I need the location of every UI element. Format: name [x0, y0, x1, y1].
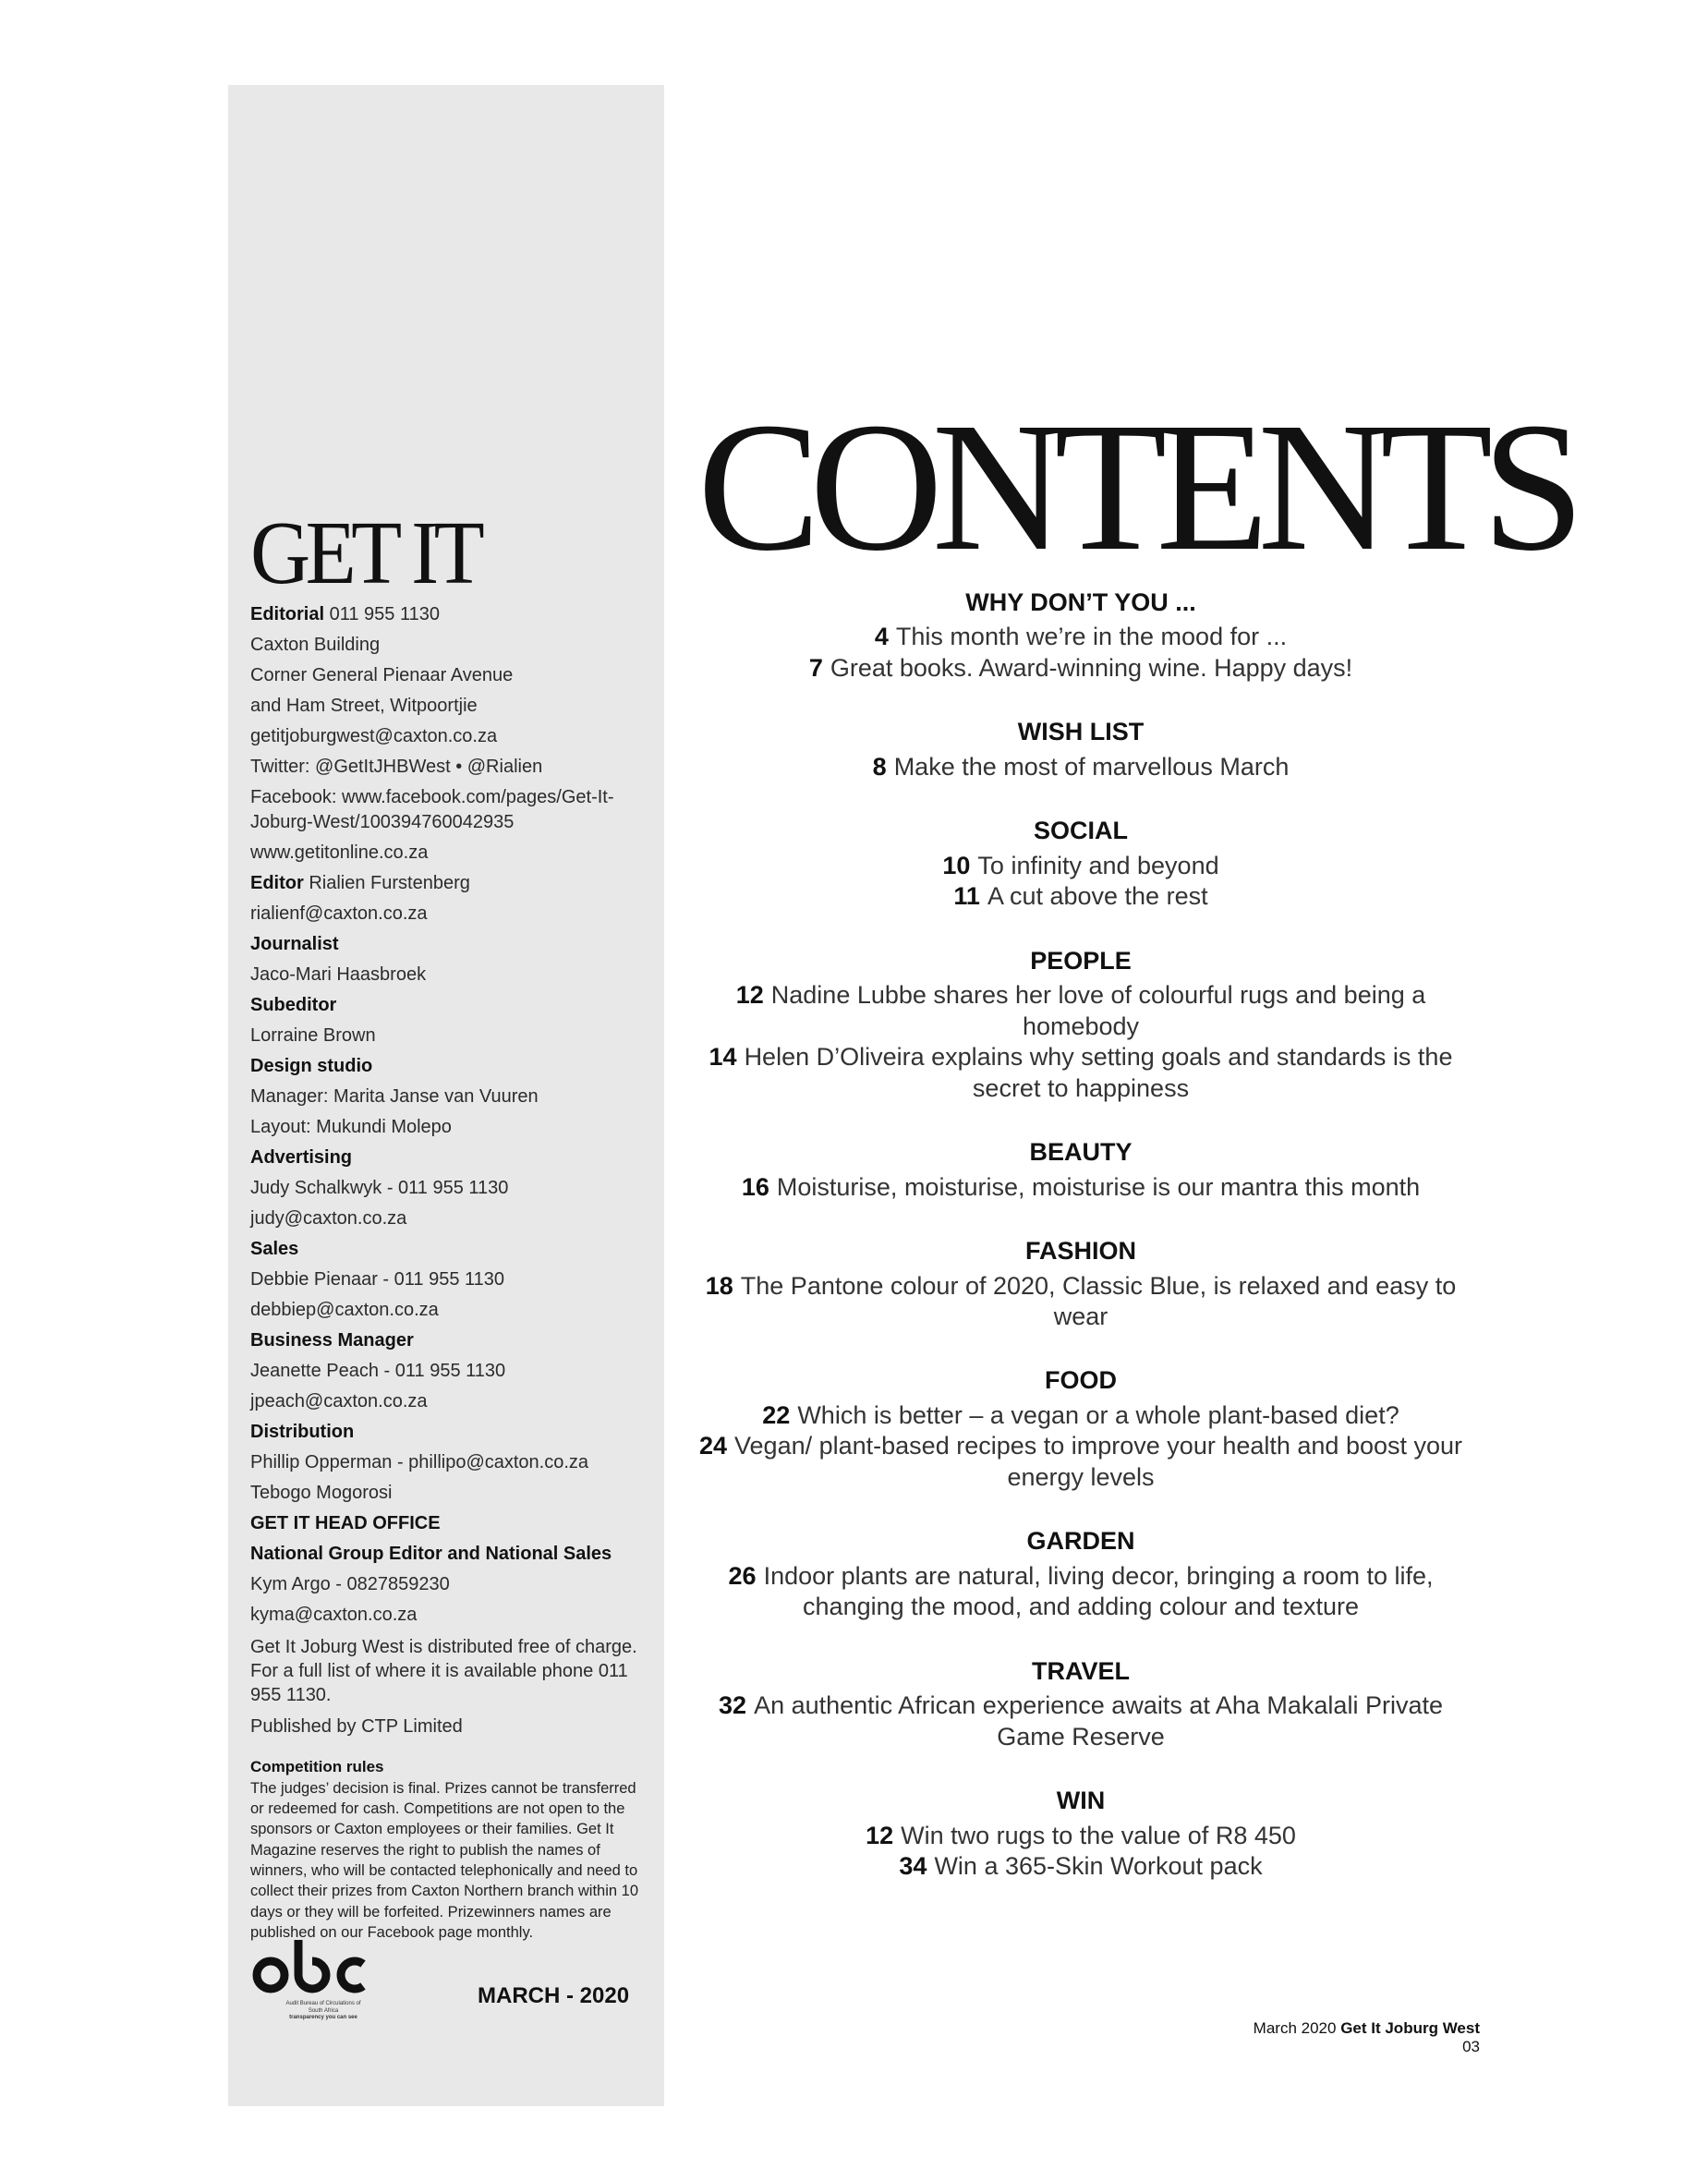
toc-entry-text: Vegan/ plant-based recipes to improve your health and boost your energy levels	[734, 1432, 1463, 1491]
masthead-value: Phillip Opperman - phillipo@caxton.co.za	[250, 1452, 589, 1472]
footer-date: March 2020	[1253, 2019, 1337, 2037]
toc-entry-text: Make the most of marvellous March	[893, 752, 1290, 781]
toc-entry[interactable]	[679, 980, 1483, 1042]
masthead-row	[250, 902, 648, 927]
toc-page-number: 18	[705, 1271, 733, 1300]
toc-section-heading: WHY DON’T YOU ...	[965, 588, 1196, 616]
footer-publication: Get It Joburg West	[1340, 2019, 1480, 2037]
masthead-row	[250, 724, 648, 749]
masthead-value: and Ham Street, Witpoortjie	[250, 696, 478, 716]
masthead-value: Facebook: www.facebook.com/pages/Get-It-Joburg-West/100394760042935	[250, 787, 614, 832]
masthead-value: Layout: Mukundi Molepo	[250, 1117, 452, 1137]
table-of-contents	[679, 588, 1483, 1916]
masthead-value: Kym Argo - 0827859230	[250, 1574, 450, 1594]
toc-entry-text: Nadine Lubbe shares her love of colourful rugs and being a homebody	[770, 981, 1426, 1040]
toc-entry[interactable]	[679, 851, 1483, 881]
masthead-row	[250, 1328, 648, 1353]
toc-section-heading: GARDEN	[1026, 1527, 1135, 1556]
masthead-row	[250, 1511, 648, 1536]
toc-entry[interactable]	[679, 1690, 1483, 1752]
toc-entry[interactable]	[679, 1851, 1483, 1882]
toc-entry-text: Which is better – a vegan or a whole plant-based diet?	[797, 1400, 1399, 1429]
toc-entry[interactable]	[679, 1042, 1483, 1104]
masthead-row	[250, 1389, 648, 1414]
masthead-label: Editorial	[250, 604, 325, 624]
toc-entry[interactable]	[679, 622, 1483, 652]
toc-page-number: 34	[899, 1852, 927, 1881]
masthead-label: Business Manager	[250, 1330, 414, 1351]
abc-caption: Audit Bureau of Circulations of South Africa transparency you can see	[285, 2001, 361, 2020]
toc-entry-text: An authentic African experience awaits at Aha Makalali Private Game Reserve	[754, 1691, 1443, 1751]
masthead-row	[250, 602, 648, 627]
toc-page-number: 4	[874, 623, 889, 651]
masthead-row	[250, 1603, 648, 1628]
masthead-row	[250, 1115, 648, 1140]
toc-page-number: 12	[735, 981, 764, 1010]
toc-entry[interactable]	[679, 653, 1483, 684]
masthead-row	[250, 1176, 648, 1201]
published-by: Published by CTP Limited	[250, 1716, 463, 1737]
issue-date: MARCH - 2020	[478, 1983, 630, 2008]
masthead-value: judy@caxton.co.za	[250, 1208, 407, 1229]
masthead-row	[250, 1542, 648, 1567]
masthead-label: Design studio	[250, 1056, 373, 1076]
toc-section	[679, 1656, 1483, 1752]
masthead-value: Judy Schalkwyk - 011 955 1130	[250, 1178, 509, 1198]
masthead-value: Rialien Furstenberg	[309, 873, 470, 893]
masthead-row	[250, 1359, 648, 1384]
toc-section-heading: FOOD	[1045, 1366, 1117, 1395]
toc-section	[679, 946, 1483, 1104]
toc-section-heading: BEAUTY	[1029, 1138, 1133, 1167]
toc-entry-text: Helen D’Oliveira explains why setting goals and standards is the secret to happiness	[744, 1043, 1453, 1102]
contents-title: CONTENTS	[697, 385, 1574, 589]
toc-entry-text: A cut above the rest	[987, 882, 1208, 911]
masthead-row	[250, 1298, 648, 1323]
toc-entry[interactable]	[679, 1431, 1483, 1493]
toc-entry-text: This month we’re in the mood for ...	[895, 623, 1288, 651]
masthead-label: Journalist	[250, 934, 339, 954]
toc-section-heading: WIN	[1056, 1787, 1106, 1815]
masthead-row	[250, 1267, 648, 1292]
competition-rules-text: The judges’ decision is final. Prizes cannot be transferred or redeemed for cash. Competitions are not open to the sponsors or Caxton employees or their families. Get It Magazine reserves the right to publish the names of winners, who will be contacted telephonically and need to collect their prizes from Caxton Northern branch within 10 days or they will be forfeited. Prizewinners names are published on our Facebook page monthly.	[250, 1779, 639, 1941]
toc-entry[interactable]	[679, 1561, 1483, 1623]
masthead-value: debbiep@caxton.co.za	[250, 1300, 439, 1320]
toc-section-heading: WISH LIST	[1017, 718, 1145, 746]
abc-logo-icon	[248, 1933, 378, 1997]
masthead-value: Corner General Pienaar Avenue	[250, 665, 514, 685]
toc-entry[interactable]	[679, 752, 1483, 782]
toc-page-number: 12	[866, 1821, 894, 1849]
masthead-row	[250, 1481, 648, 1506]
masthead-row	[250, 1145, 648, 1170]
masthead-row	[250, 1054, 648, 1079]
masthead-row	[250, 993, 648, 1018]
masthead-value: Tebogo Mogorosi	[250, 1483, 393, 1503]
masthead-row	[250, 1237, 648, 1262]
toc-entry[interactable]	[679, 881, 1483, 912]
toc-page-number: 11	[953, 882, 980, 911]
masthead-value: Twitter: @GetItJHBWest • @Rialien	[250, 757, 543, 777]
masthead-row	[250, 755, 648, 780]
masthead-label: Advertising	[250, 1147, 353, 1168]
masthead-row	[250, 841, 648, 866]
distribution-note: Get It Joburg West is distributed free of charge. For a full list of where it is available phone 011 955 1130.	[250, 1637, 637, 1705]
masthead-label: GET IT HEAD OFFICE	[250, 1513, 441, 1533]
masthead-value: 011 955 1130	[329, 604, 440, 624]
masthead-value: Manager: Marita Janse van Vuuren	[250, 1086, 539, 1107]
toc-entry-text: To infinity and beyond	[977, 851, 1219, 879]
toc-entry-text: The Pantone colour of 2020, Classic Blue, is relaxed and easy to wear	[740, 1271, 1457, 1330]
masthead-row	[250, 1420, 648, 1445]
masthead-label: Sales	[250, 1239, 299, 1259]
masthead-row	[250, 963, 648, 988]
toc-section-heading: FASHION	[1024, 1237, 1136, 1266]
toc-page-number: 26	[728, 1561, 757, 1590]
masthead-label: National Group Editor and National Sales	[250, 1544, 612, 1564]
toc-page-number: 8	[872, 752, 887, 781]
toc-entry-text: Moisturise, moisturise, moisturise is our mantra this month	[776, 1172, 1421, 1201]
toc-section	[679, 1365, 1483, 1493]
toc-entry[interactable]	[679, 1172, 1483, 1203]
masthead-sidebar	[228, 85, 664, 2106]
masthead-label: Subeditor	[250, 995, 337, 1015]
toc-section	[679, 1137, 1483, 1203]
competition-rules-title: Competition rules	[250, 1758, 384, 1775]
toc-section	[679, 1786, 1483, 1882]
toc-entry[interactable]	[679, 1821, 1483, 1851]
toc-entry[interactable]	[679, 1400, 1483, 1431]
footer-page-number: 03	[1462, 2038, 1480, 2055]
masthead-row	[250, 1206, 648, 1231]
masthead-row	[250, 1024, 648, 1048]
masthead-row	[250, 1572, 648, 1597]
masthead-row	[250, 785, 648, 835]
masthead-row	[250, 871, 648, 896]
page-footer	[1243, 2019, 1480, 2056]
toc-entry-text: Win two rugs to the value of R8 450	[901, 1821, 1296, 1849]
masthead-value: Jaco-Mari Haasbroek	[250, 964, 427, 985]
toc-entry-text: Great books. Award-winning wine. Happy days!	[830, 653, 1353, 682]
toc-page-number: 10	[942, 851, 971, 879]
masthead-value: Lorraine Brown	[250, 1025, 376, 1046]
get-it-logo: GET IT	[250, 503, 480, 603]
masthead-value: getitjoburgwest@caxton.co.za	[250, 726, 498, 746]
toc-entry[interactable]	[679, 1271, 1483, 1333]
masthead-row	[250, 663, 648, 688]
toc-page-number: 16	[741, 1172, 769, 1201]
toc-section-heading: PEOPLE	[1030, 946, 1132, 975]
masthead-value: rialienf@caxton.co.za	[250, 903, 428, 924]
toc-section	[679, 1526, 1483, 1622]
toc-section	[679, 1236, 1483, 1332]
toc-page-number: 14	[709, 1043, 737, 1072]
toc-entry-text: Win a 365-Skin Workout pack	[934, 1852, 1263, 1881]
masthead-row	[250, 1450, 648, 1475]
masthead-value: jpeach@caxton.co.za	[250, 1391, 428, 1412]
masthead-row	[250, 633, 648, 658]
masthead-row	[250, 694, 648, 719]
toc-entry-text: Indoor plants are natural, living decor, bringing a room to life, changing the mood, and adding colour and texture	[763, 1561, 1434, 1621]
masthead-list	[250, 602, 648, 1628]
masthead-value: Jeanette Peach - 011 955 1130	[250, 1361, 506, 1381]
masthead-value: www.getitonline.co.za	[250, 842, 429, 863]
masthead-row	[250, 932, 648, 957]
masthead-row	[250, 1084, 648, 1109]
masthead-value: kyma@caxton.co.za	[250, 1605, 418, 1625]
toc-section	[679, 717, 1483, 782]
masthead-label: Editor	[250, 873, 304, 893]
toc-section	[679, 588, 1483, 684]
toc-page-number: 32	[719, 1691, 747, 1720]
toc-section	[679, 816, 1483, 912]
toc-page-number: 7	[808, 653, 823, 682]
toc-page-number: 24	[698, 1432, 728, 1460]
masthead-label: Distribution	[250, 1422, 355, 1442]
toc-section-heading: SOCIAL	[1033, 817, 1128, 845]
toc-section-heading: TRAVEL	[1032, 1656, 1130, 1685]
toc-page-number: 22	[762, 1400, 791, 1429]
masthead-value: Caxton Building	[250, 635, 381, 655]
masthead	[250, 602, 648, 1943]
masthead-value: Debbie Pienaar - 011 955 1130	[250, 1269, 505, 1290]
